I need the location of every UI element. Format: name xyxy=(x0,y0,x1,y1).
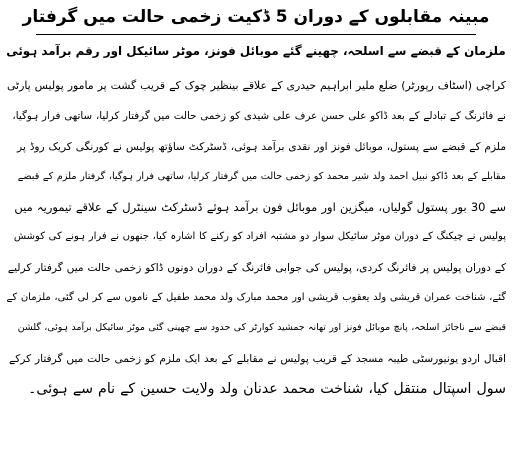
body-line: مقابلے کے بعد ڈاکو نبیل احمد ولد شیر محمد کو زخمی حالت میں گرفتار کرلیا، ساتھی فرار ہوگیا، گرفتار ملزم کے قبضے xyxy=(17,170,506,182)
body-line: کے دوران پولیس پر فائرنگ کردی، پولیس کی جوابی فائرنگ کے دوران دونوں ڈاکو زخمی حالت میں گرفتار کرلیے xyxy=(7,261,506,274)
body-line: گئے، شناخت عمران قریشی ولد یعقوب قریشی اور محمد مبارک ولد محمد طفیل کے ناموں سے کر لی گئی، ملزمان کے xyxy=(6,292,506,304)
body-line: ملزم کے قبضے سے پستول، موبائل فونز اور نقدی برآمد ہوئی، ڈسٹرکٹ ساؤتھ پولیس نے کورنگی کریک روڈ پر xyxy=(17,140,506,153)
body-line: کراچی (اسٹاف رپورٹر) ضلع ملیر ابراہیم حیدری کے علاقے بینظیر چوک کے قریب گشت پر مامور پولیس پارٹی xyxy=(6,79,506,92)
headline: مبینہ مقابلوں کے دوران 5 ڈکیت زخمی حالت میں گرفتار xyxy=(22,7,490,27)
body-line: سے 30 بور پستول گولیاں، میگزین اور موبائل فون برآمد ہوئے ڈسٹرکٹ سینٹرل کے علاقے تیموریہ میں xyxy=(14,200,506,215)
headline-divider xyxy=(36,34,476,35)
body-line: نے فائرنگ کے تبادلے کے بعد ڈاکو علی حسن عرف علی شیدی کو زخمی حالت میں گرفتار کرلیا، ساتھی فرار ہوگیا، xyxy=(12,110,506,123)
body-line: سول اسپتال منتقل کیا، شناخت محمد عدنان ولد ولایت حسین کے نام سے ہوئی۔ xyxy=(28,380,506,397)
body-line: قبضے سے ناجائز اسلحہ، پانچ موبائل فونز اور تھانہ جمشید کوارٹر کی حدود سے چھینی گئی موٹر سائیکل برآمد ہوئی، گلشن xyxy=(17,322,506,334)
subheadline: ملزمان کے قبضے سے اسلحہ، چھینے گئے موبائل فونز، موٹر سائیکل اور رقم برآمد ہوئی xyxy=(6,44,506,58)
body-line: پولیس نے چیکنگ کے دوران موٹر سائیکل سوار دو مشتبہ افراد کو رکنے کا اشارہ کیا، جنھوں نے فرار ہونے کی کوشش xyxy=(13,231,506,243)
body-line: اقبال اردو یونیورسٹی طیبہ مسجد کے قریب پولیس نے مقابلے کے بعد ایک ملزم کو زخمی حالت میں گرفتار کرکے xyxy=(9,352,506,365)
article-body xyxy=(6,71,506,404)
